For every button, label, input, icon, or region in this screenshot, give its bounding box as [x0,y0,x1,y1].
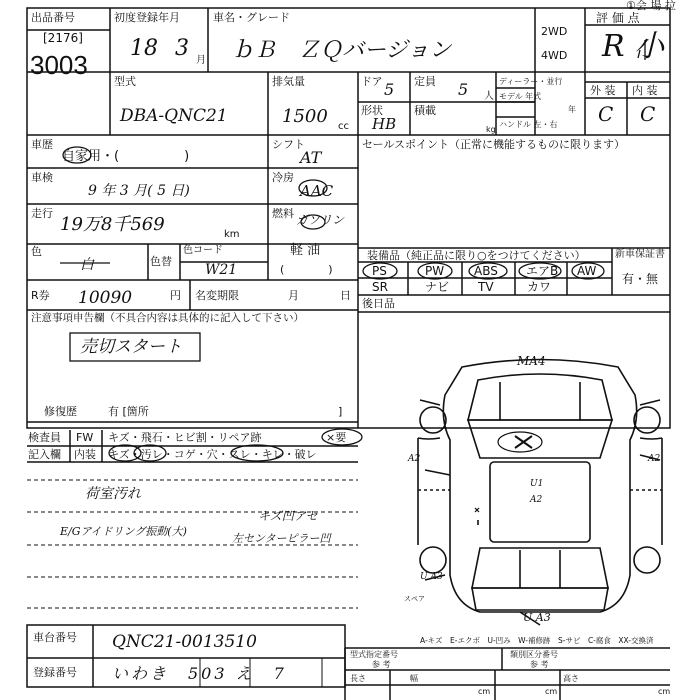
diagram-roof-mark-2: A2 [530,495,543,505]
deadline-month: 月 [288,289,299,302]
cm-unit-3: cm [658,687,671,696]
model-value: ｂＢ ＺＱバージョン [232,38,452,63]
shape-value: HB [372,115,397,133]
inspector-label: 検査員 [28,431,61,444]
first-reg-month: 3 [175,36,189,61]
mileage-unit: km [224,229,240,240]
recycle-label: R券 [31,289,50,302]
category-label: 類別区分番号 [510,650,558,659]
diagram-roof-mark: U1 [530,479,544,489]
equipment-aw: AW [577,264,597,278]
lot-number: 3003 [30,50,88,80]
deadline-label: 名変期限 [195,289,239,302]
notes-value: 売切スタート [80,337,182,357]
recycle-unit: 円 [170,289,181,302]
equipment-leather: カワ [527,280,552,294]
interior-value: C [640,102,656,126]
fw-need: ×要 [326,431,347,444]
note-engine: E/Gアイドリング振動(大) [60,525,187,538]
interior-row-label: 内装 [74,448,96,461]
equipment-navi: ナビ [425,280,450,294]
equipment-ps: PS [372,264,387,278]
ac-value: AAC [300,182,334,200]
recycle-value: 10090 [78,288,133,308]
cm-unit-1: cm [478,687,491,696]
type-label: 型式 [114,75,136,88]
lot-code: [2176] [43,31,83,45]
ref-label-1: 参 考 [372,660,391,669]
equipment-airbag: エアB [526,264,559,278]
capacity-value: 5 [458,80,469,99]
registration-value: いわき 503 え 7 [112,664,287,683]
mileage-value: 19万8千569 [60,214,165,235]
displacement-value: 1500 [282,106,328,127]
displacement-unit: cc [338,121,349,132]
fuel-paren: ( ) [280,263,333,276]
capacity-unit: 人 [484,91,494,102]
equipment-tv: TV [478,280,494,294]
diagram-bottom-label: U A3 [523,611,551,624]
lot-label: 出品番号 [31,11,75,24]
equipment-pw: PW [425,264,445,278]
diagram-rear-left: U A3 [420,572,443,582]
fuel-value: ガソリン [296,213,345,227]
car-diagram [418,360,662,626]
designation-label: 型式指定番号 [350,650,398,659]
color-code-label: 色コード [183,245,223,256]
model-year-label: モデル 年式 [499,92,542,101]
diagram-spare: スペア [404,595,425,603]
chassis-value: QNC21-0013510 [112,632,257,652]
model-label: 車名・グレード [213,11,290,24]
history-label: 車歴 [31,138,53,151]
repair-close: ] [338,405,343,418]
fuel-alt: 軽 油 [290,243,321,258]
drive-2wd: 2WD [541,25,568,38]
shape-label: 形状 [361,104,383,117]
repair-value: 有 [箇所 [108,405,149,418]
deadline-day: 日 [340,289,351,302]
drive-4wd: 4WD [541,49,568,62]
diagram-top-label: MA4 [517,354,546,368]
first-reg-year: 18 [130,36,158,61]
note-pillar: 左センターピラー凹 [232,532,331,545]
mileage-label: 走行 [31,207,53,220]
year-suffix: 年 [568,105,576,114]
ac-label: 冷房 [272,171,294,184]
grade-value: R 小 [602,29,665,64]
inspection-value: 9 年 3 月( 5 日) [88,183,190,199]
color-change-label: 色替 [150,255,172,268]
height-label: 高さ [563,674,579,683]
damage-legend: A-キズ E-エクボ U-凹み W-補修跡 S-サビ C-腐食 XX-交換済 [420,636,654,645]
color-value: 白 [80,257,94,273]
diagram-left-mark: A2 [408,454,421,464]
handle-label: ハンドル 左・右 [499,120,558,129]
sales-point-label: セールスポイント（正常に機能するものに限ります） [362,138,626,151]
history-value: 自家用・( ) [62,149,190,164]
fw-label: FW [76,431,94,444]
width-label: 幅 [410,674,418,683]
month-unit: 月 [196,55,206,66]
equipment-sr: SR [372,280,388,294]
warranty-label: 新車保証書 [615,249,665,260]
chassis-label: 車台番号 [33,631,77,644]
notes-label: 注意事項申告欄（不具合内容は具体的に記入して下さい） [31,312,304,324]
grade-label: 評 価 点 [596,11,640,25]
exterior-value: C [598,102,614,126]
diagram-right-mark: A2 [648,454,661,464]
ref-label-2: 参 考 [530,660,549,669]
inspection-label: 車検 [31,171,53,184]
fw-items: キズ・飛石・ヒビ割・リペア跡 [108,431,262,444]
first-reg-label: 初度登録年月 [114,11,180,24]
note-scratch: キズ凹アセ [258,509,318,523]
dealer-label: ディーラー・並行 [499,77,563,86]
type-value: DBA-QNC21 [120,106,228,126]
note-luggage: 荷室汚れ [85,486,141,502]
interior-label: 内 装 [632,84,658,97]
cm-unit-2: cm [545,687,558,696]
equipment-abs: ABS [474,264,498,278]
door-label: ドア [361,75,383,88]
interior-items: キズ・汚レ・コゲ・穴・スレ・キレ・破レ [108,448,317,461]
warranty-value: 有・無 [622,272,659,286]
fuel-label: 燃料 [272,207,294,220]
load-label: 積載 [414,104,436,117]
length-label: 長さ [350,674,366,683]
color-label: 色 [31,245,42,258]
repair-label: 修復歴 [44,405,77,418]
registration-label: 登録番号 [33,666,77,679]
capacity-label: 定員 [414,75,436,88]
shift-value: AT [300,148,322,167]
equipment-label: 装備品（純正品に限り○をつけてください） [367,249,586,262]
shift-label: シフト [272,138,305,151]
later-date-label: 後日品 [362,297,395,310]
displacement-label: 排気量 [272,75,305,88]
color-code-value: W21 [205,262,238,278]
inspector-label-2: 記入欄 [28,448,61,461]
exterior-label: 外 装 [590,84,616,97]
venue-note: ①会 場 拉 [626,0,676,12]
load-unit: kg [486,125,496,134]
door-value: 5 [384,80,395,99]
